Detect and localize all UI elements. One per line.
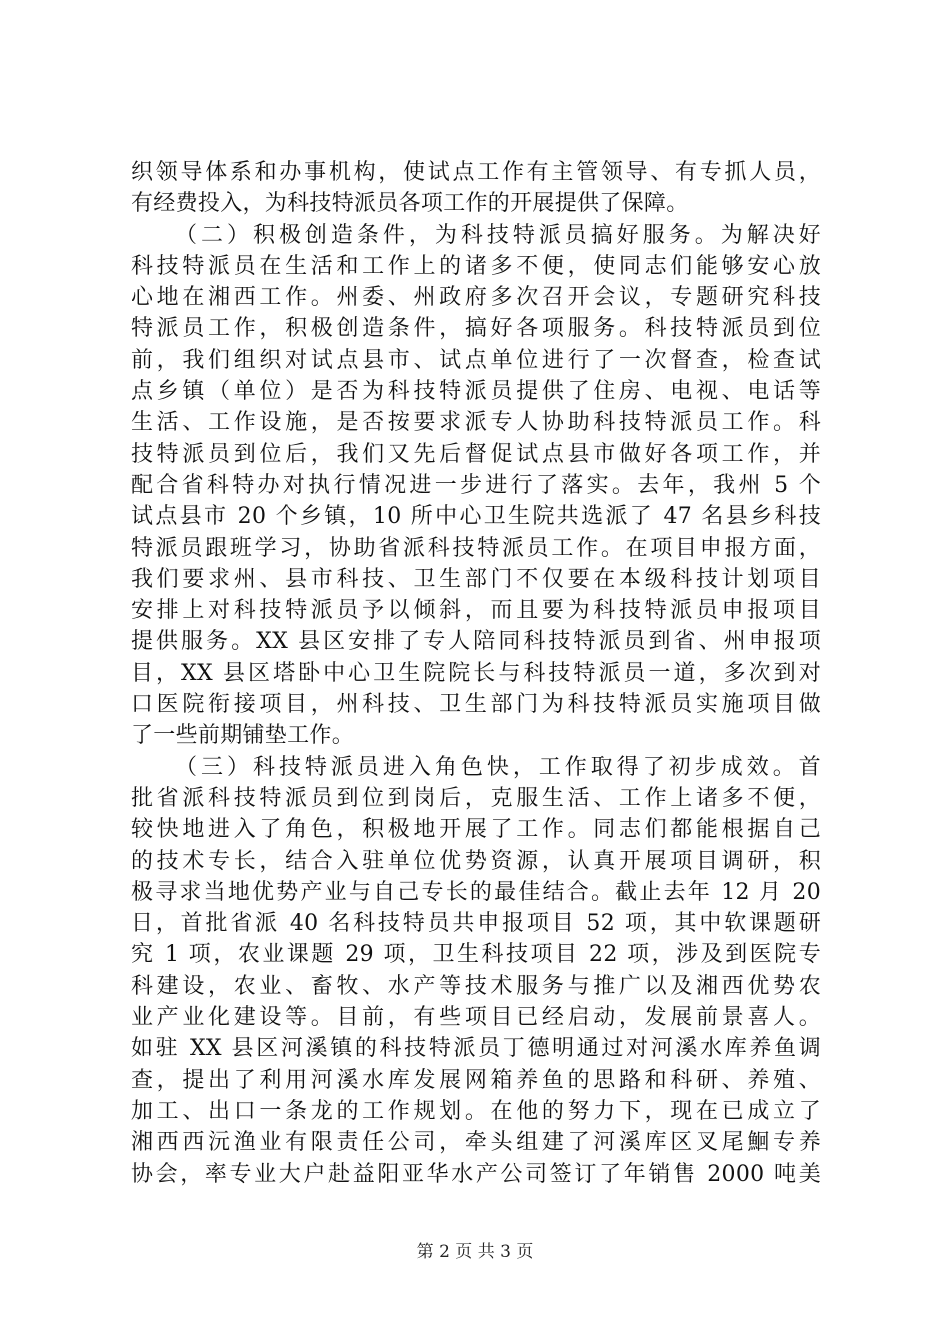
text-line: 心地在湘西工作。州委、州政府多次召开会议，专题研究科技 — [131, 285, 821, 311]
text-line: 特派员跟班学习，协助省派科技特派员工作。在项目申报方面， — [131, 535, 821, 561]
text-line: 究 1 项，农业课题 29 项，卫生科技项目 22 项，涉及到医院专 — [131, 942, 821, 968]
text-line: 科技特派员在生活和工作上的诸多不便，使同志们能够安心放 — [131, 253, 821, 279]
text-line: 特派员工作，积极创造条件，搞好各项服务。科技特派员到位 — [131, 316, 821, 342]
text-line: （二）积极创造条件，为科技特派员搞好服务。为解决好 — [175, 222, 821, 248]
text-line: 前，我们组织对试点县市、试点单位进行了一次督查，检查试 — [131, 347, 821, 373]
text-line: 点乡镇（单位）是否为科技特派员提供了住房、电视、电话等 — [131, 379, 821, 405]
text-line: 口医院衔接项目，州科技、卫生部门为科技特派员实施项目做 — [131, 692, 821, 718]
text-line: 提供服务。XX 县区安排了专人陪同科技特派员到省、州申报项 — [131, 629, 821, 655]
text-line: 了一些前期铺垫工作。 — [131, 723, 355, 749]
document-body — [131, 157, 821, 1190]
text-line: 我们要求州、县市科技、卫生部门不仅要在本级科技计划项目 — [131, 566, 821, 592]
text-line: 试点县市 20 个乡镇，10 所中心卫生院共选派了 47 名县乡科技 — [131, 504, 821, 530]
text-line: （三）科技特派员进入角色快，工作取得了初步成效。首 — [175, 754, 821, 780]
text-line: 的技术专长，结合入驻单位优势资源，认真开展项目调研，积 — [131, 848, 821, 874]
page-number-footer: 第 2 页 共 3 页 — [416, 1242, 534, 1262]
text-line: 日，首批省派 40 名科技特员共申报项目 52 项，其中软课题研 — [131, 911, 821, 937]
text-line: 查，提出了利用河溪水库发展网箱养鱼的思路和科研、养殖、 — [131, 1067, 821, 1093]
text-line: 如驻 XX 县区河溪镇的科技特派员丁德明通过对河溪水库养鱼调 — [131, 1036, 821, 1062]
text-line: 织领导体系和办事机构，使试点工作有主管领导、有专抓人员， — [131, 160, 821, 185]
text-line: 湘西西沅渔业有限责任公司，牵头组建了河溪库区叉尾鮰专养 — [131, 1130, 821, 1156]
text-line: 有经费投入，为科技特派员各项工作的开展提供了保障。 — [131, 191, 689, 217]
text-line: 加工、出口一条龙的工作规划。在他的努力下，现在已成立了 — [131, 1098, 821, 1124]
text-line: 协会，率专业大户赴益阳亚华水产公司签订了年销售 2000 吨美 — [131, 1161, 821, 1187]
text-line: 安排上对科技特派员予以倾斜，而且要为科技特派员申报项目 — [131, 598, 821, 624]
text-line: 配合省科特办对执行情况进一步进行了落实。去年，我州 5 个 — [131, 472, 821, 498]
text-line: 技特派员到位后，我们又先后督促试点县市做好各项工作，并 — [131, 441, 821, 467]
text-line: 目，XX 县区塔卧中心卫生院院长与科技特派员一道，多次到对 — [131, 660, 821, 686]
text-line: 批省派科技特派员到位到岗后，克服生活、工作上诸多不便， — [131, 785, 821, 811]
text-line: 业产业化建设等。目前，有些项目已经启动，发展前景喜人。 — [131, 1005, 821, 1031]
text-line: 极寻求当地优势产业与自己专长的最佳结合。截止去年 12 月 20 — [131, 879, 821, 905]
text-line: 生活、工作设施，是否按要求派专人协助科技特派员工作。科 — [131, 410, 821, 436]
text-line: 科建设，农业、畜牧、水产等技术服务与推广以及湘西优势农 — [131, 973, 821, 999]
text-line: 较快地进入了角色，积极地开展了工作。同志们都能根据自己 — [131, 817, 821, 843]
